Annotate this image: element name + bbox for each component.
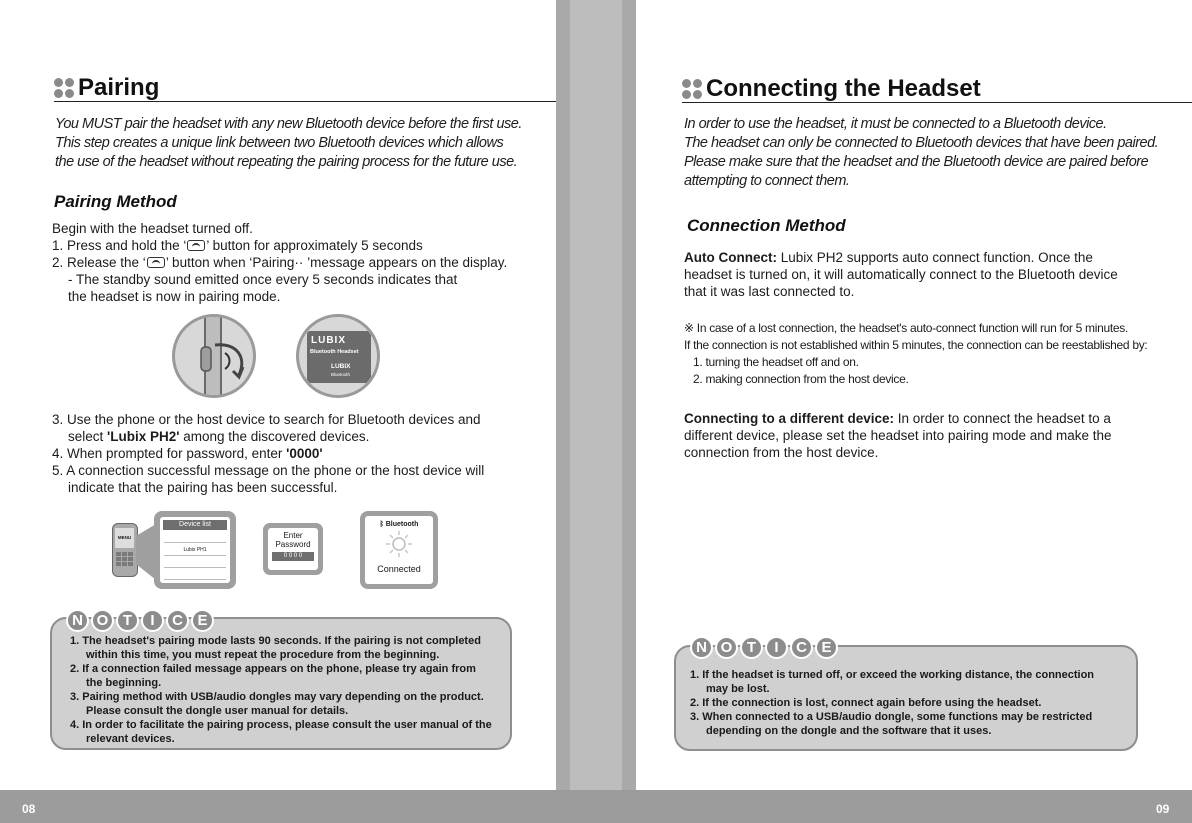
pairing-steps-b [52,411,552,496]
step-2-note: the headset is now in pairing mode. [68,289,281,304]
different-device-line: different device, please set the headset into pairing mode and make the [684,428,1112,443]
phone-key-icon [187,240,205,251]
device-list-figure [154,511,236,589]
intro-line: The headset can only be connected to Bluetooth devices that have been paired. [684,135,1159,151]
connected-screen [365,516,433,584]
page-number-right: 09 [1156,802,1170,816]
section-title-text: Pairing [78,74,160,101]
pairing-steps-a [52,220,552,305]
step-2: 2. Release the ‘ ’ button when ‘Pairing·· ’message appears on the display. [52,255,508,270]
step-5-cont: indicate that the pairing has been successful. [68,480,338,495]
step-3-cont: select 'Lubix PH2' among the discovered devices. [68,429,370,444]
section-title-connecting [682,75,981,103]
lost-connection-note [684,320,1189,388]
bluetooth-label: Bluetooth [385,521,419,528]
phone-menu-label: MENU [115,528,134,548]
section-title-pairing [54,74,159,102]
notice-item: 1. The headset's pairing mode lasts 90 seconds. If the pairing is not completed within this time, you must repeat the procedure from the beginning. [70,635,481,661]
device-list-header: Device list [163,520,227,530]
bullet-dots-icon [682,79,702,99]
notice-letter: T [740,636,763,659]
step-4: 4. When prompted for password, enter '0000' [52,446,323,461]
note-line: 2. making connection from the host device. [693,372,909,386]
intro-line: In order to use the headset, it must be connected to a Bluetooth device. [684,116,1107,132]
title-rule [54,101,556,102]
sun-icon [386,531,412,557]
different-device-line: connection from the host device. [684,445,879,460]
bullet-dots-icon [54,78,74,98]
intro-line: This step creates a unique link between two Bluetooth devices which allows [55,135,504,151]
notice-letter: I [141,609,164,632]
display-line: Bluetooth Headset [310,349,359,355]
notice-item: 3. When connected to a USB/audio dongle, some functions may be restricted depending on the dongle and the software that it uses. [690,711,1093,737]
intro-line: You MUST pair the headset with any new Bluetooth device before the first use. [55,116,522,132]
notice-item: 4. In order to facilitate the pairing process, please consult the user manual of the relevant devices. [70,719,492,745]
keypad-icon [116,552,134,572]
footer-bar [0,790,1192,823]
note-line: If the connection is not established within 5 minutes, the connection can be reestablished by: [684,338,1148,352]
intro-line: the use of the headset without repeating the pairing process for the future use. [55,154,518,170]
pairing-method-heading: Pairing Method [54,192,177,211]
notice-letter: C [790,636,813,659]
notice-letter: T [116,609,139,632]
notice-letter: N [66,609,89,632]
connection-method-heading: Connection Method [687,216,846,235]
connected-label: Connected [377,564,421,574]
notice-list-right [690,668,1115,738]
headset-figure [172,314,256,398]
password-code: 0 0 0 0 [272,552,314,561]
notice-item: 1. If the headset is turned off, or exceed the working distance, the connection may be lost. [690,669,1095,695]
different-device-paragraph [684,410,1184,461]
bluetooth-icon: ᛒ [379,521,384,528]
intro-line: Please make sure that the headset and the Bluetooth device are paired before [684,154,1149,170]
device-list-row [164,570,226,580]
note-line: 1. turning the headset off and on. [693,355,859,369]
phone-figure [112,523,138,577]
different-device-label: Connecting to a different device: [684,411,895,426]
step-begin: Begin with the headset turned off. [52,221,253,236]
display-bt: Bluetooth [331,372,351,377]
device-list-item: Lubix PH1 [164,545,226,556]
notice-title-right [690,636,840,659]
notice-letter: O [715,636,738,659]
password-enter-label: Enter [283,531,303,540]
notice-list-left [70,634,495,746]
phone-key-icon [147,257,165,268]
notice-letter: N [690,636,713,659]
notice-item: 2. If a connection failed message appears on the phone, please try again from the beginning. [70,663,476,689]
bluetooth-title [365,521,433,528]
auto-connect-line: headset is turned on, it will automatically connect to the Bluetooth device [684,267,1118,282]
connected-figure [360,511,438,589]
notice-letter: C [166,609,189,632]
book-spine-inner [570,0,622,790]
device-list-row [164,558,226,568]
notice-item: 2. If the connection is lost, connect again before using the headset. [690,697,1042,709]
step-1: 1. Press and hold the ‘ ’ button for approximately 5 seconds [52,238,423,253]
pairing-intro [55,115,550,172]
notice-item: 3. Pairing method with USB/audio dongles may vary depending on the product. Please consult the dongle user manual for details. [70,691,484,717]
different-device-line: Connecting to a different device: In order to connect the headset to a [684,411,1111,426]
section-title-text: Connecting the Headset [706,75,981,102]
password-label: Password [275,540,311,549]
device-list-row [164,533,226,543]
display-figure [296,314,380,398]
step-2-note: - The standby sound emitted once every 5 seconds indicates that [68,272,458,287]
auto-connect-line: Auto Connect: Lubix PH2 supports auto connect function. Once the [684,250,1093,265]
notice-letter: E [191,609,214,632]
step-3: 3. Use the phone or the host device to search for Bluetooth devices and [52,412,481,427]
notice-letter: E [815,636,838,659]
notice-letter: I [765,636,788,659]
note-line: ※ In case of a lost connection, the headset's auto-connect function will run for 5 minutes. [684,321,1128,335]
intro-line: attempting to connect them. [684,173,850,189]
display-brand-2: LUBIX [331,363,351,370]
notice-letter: O [91,609,114,632]
device-list-screen [160,517,230,583]
auto-connect-paragraph [684,249,1184,300]
connecting-intro [684,115,1184,191]
notice-title-left [66,609,216,632]
display-screen [307,331,371,383]
auto-connect-label: Auto Connect: [684,250,777,265]
password-screen [268,528,318,570]
display-brand: LUBIX [311,335,346,346]
password-figure [263,523,323,575]
auto-connect-line: that it was last connected to. [684,284,855,299]
page-number-left: 08 [22,802,36,816]
step-5: 5. A connection successful message on the phone or the host device will [52,463,485,478]
title-rule [682,102,1192,103]
